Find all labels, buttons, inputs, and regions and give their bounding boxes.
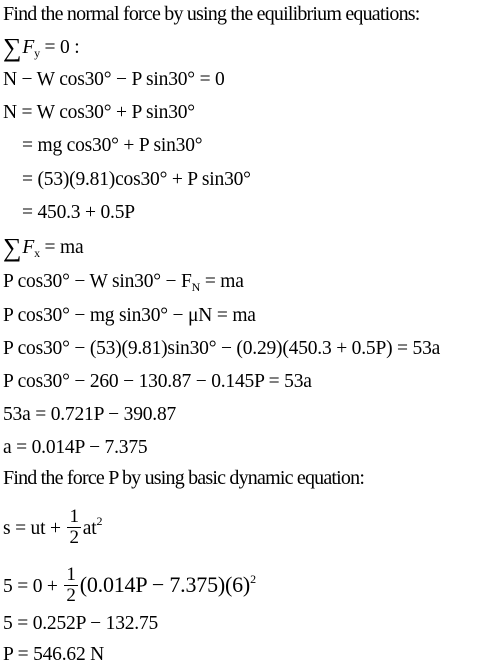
force-result: P = 546.62 N (3, 644, 105, 665)
sum-fx-equation (3, 233, 83, 260)
force-p-heading: Find the force P by using basic dynamic equation: (3, 467, 365, 489)
equation-rhs: = 0 : (39, 37, 80, 58)
one-half-fraction (64, 565, 77, 606)
x-subscript: x (34, 246, 40, 260)
normal-force-equation: N = W cos30° + P sin30° (3, 102, 195, 123)
fraction-numerator: 1 (66, 564, 76, 585)
motion-equation-numeric: P cos30° − (53)(9.81)sin30° − (0.29)(450.3 + 0.5P) = 53a (3, 338, 441, 359)
kinematic-equation (3, 506, 103, 550)
force-equation: 5 = 0.252P − 132.75 (3, 613, 159, 634)
kinematic-substitution (3, 564, 256, 608)
summation-symbol: ∑ (3, 233, 22, 262)
equation-lhs: s = ut + (3, 517, 66, 539)
force-symbol: F (22, 37, 35, 58)
sum-fy-equation (3, 33, 79, 60)
exponent: 2 (250, 571, 256, 586)
n-subscript: N (191, 280, 201, 294)
equation-rhs: = ma (39, 237, 84, 258)
fraction-denominator: 2 (66, 585, 76, 606)
one-half-fraction (67, 507, 80, 548)
summation-symbol: ∑ (3, 33, 22, 62)
motion-equation-friction-force (3, 270, 244, 294)
motion-equation-simplified: P cos30° − 260 − 130.87 − 0.145P = 53a (3, 371, 312, 392)
equation-lhs: P cos30° − W sin30° − F (3, 271, 192, 292)
force-symbol: F (22, 237, 35, 258)
equation-lhs: 5 = 0 + (3, 575, 63, 597)
equilibrium-equation: N − W cos30° − P sin30° = 0 (3, 69, 225, 90)
fraction-denominator: 2 (69, 527, 79, 548)
fraction-numerator: 1 (69, 506, 79, 527)
equation-term: (0.014P − 7.375)(6) (79, 571, 251, 597)
motion-equation-mu: P cos30° − mg sin30° − μN = ma (3, 305, 256, 326)
y-subscript: y (34, 46, 40, 60)
normal-force-mg-step: = mg cos30° + P sin30° (22, 135, 203, 156)
normal-force-numeric-step: = (53)(9.81)cos30° + P sin30° (22, 169, 251, 190)
equation-term: at (82, 517, 97, 539)
exponent: 2 (96, 513, 103, 528)
acceleration-equation: 53a = 0.721P − 390.87 (3, 404, 177, 425)
normal-force-result: = 450.3 + 0.5P (22, 202, 135, 223)
equation-rhs: = ma (200, 271, 244, 292)
acceleration-result: a = 0.014P − 7.375 (3, 437, 148, 458)
normal-force-heading: Find the normal force by using the equilibrium equations: (3, 3, 420, 25)
